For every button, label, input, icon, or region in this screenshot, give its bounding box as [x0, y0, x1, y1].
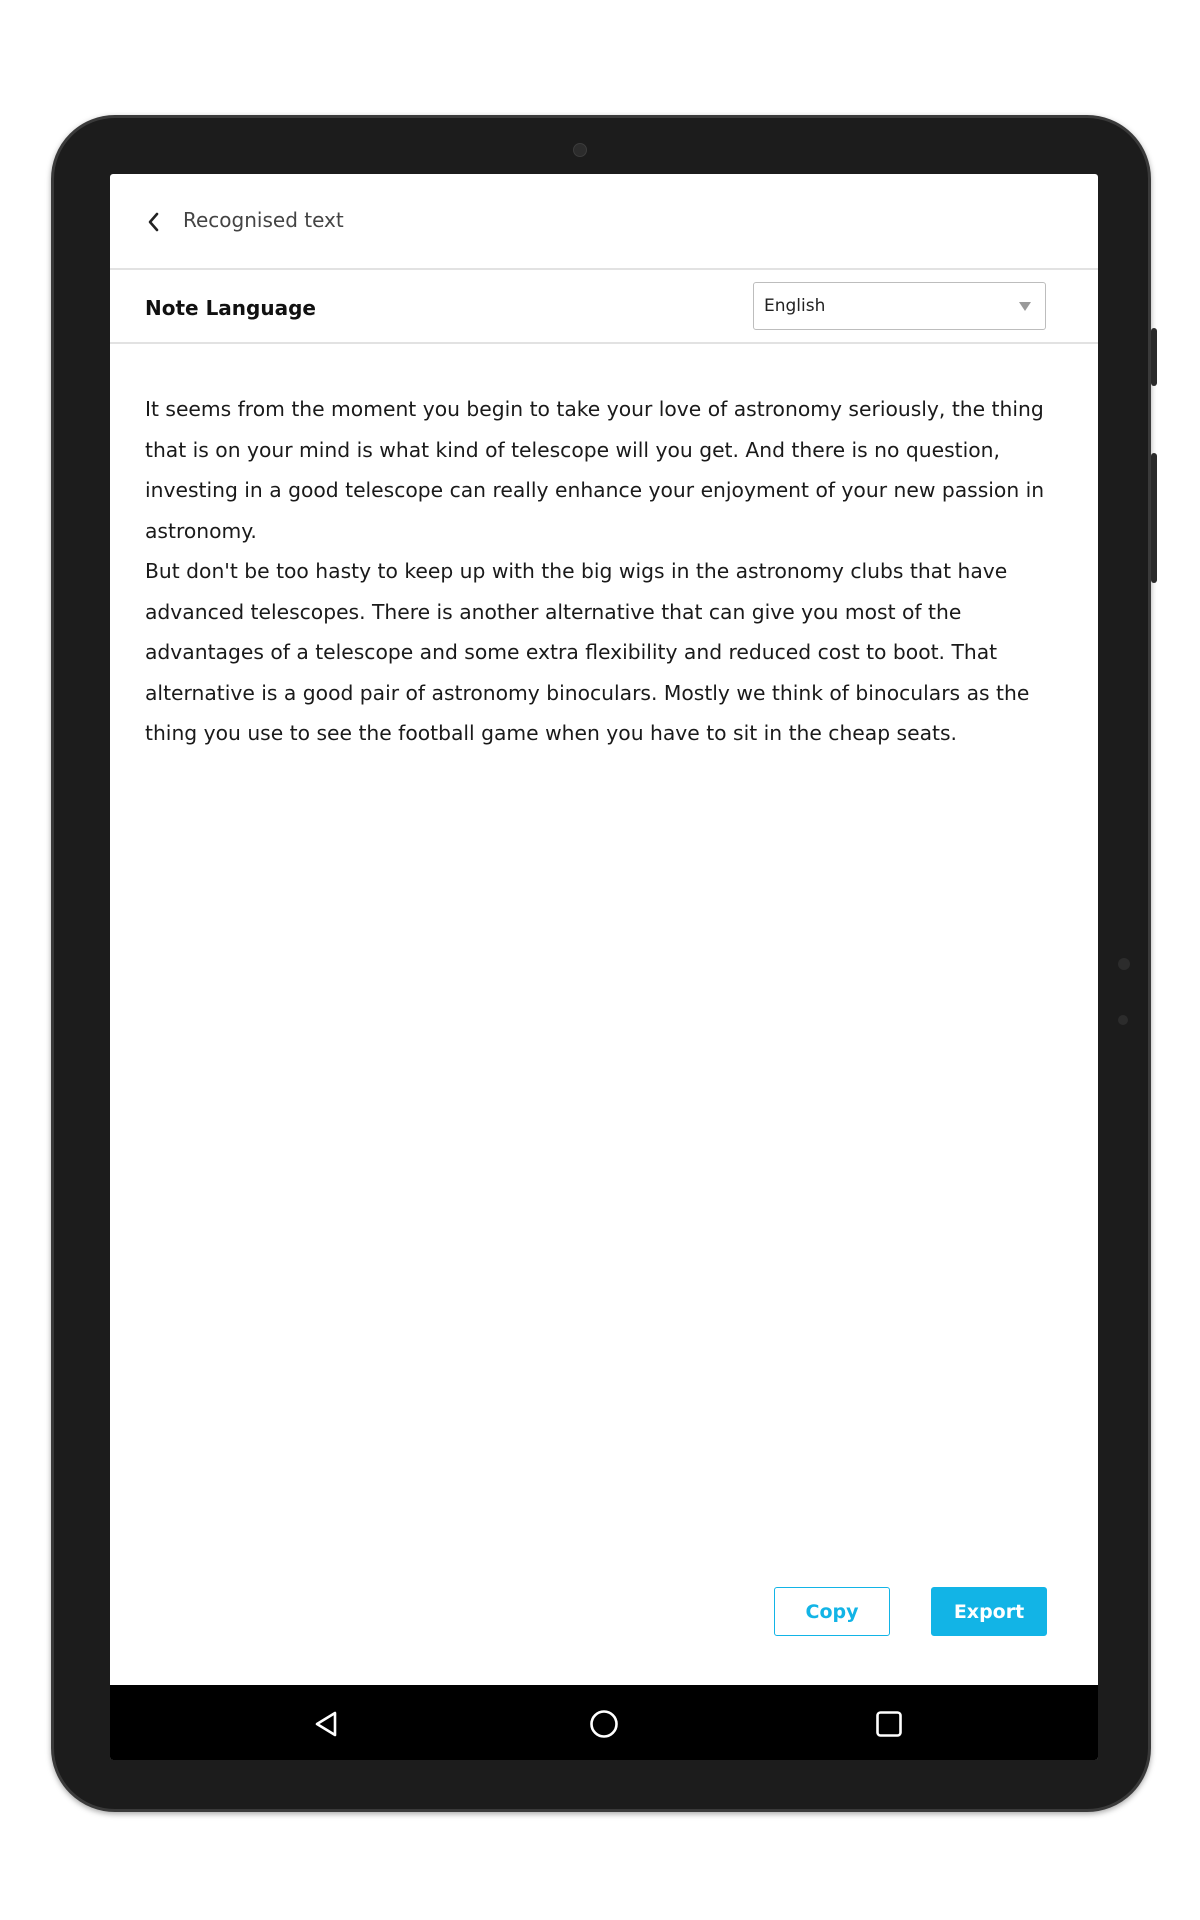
- language-select-value: English: [764, 296, 826, 316]
- caret-down-icon: [1019, 302, 1031, 311]
- triangle-back-icon: [312, 1709, 342, 1739]
- power-button: [1151, 453, 1157, 583]
- volume-button: [1151, 328, 1157, 386]
- language-select[interactable]: [753, 282, 1046, 330]
- screen: [110, 174, 1098, 1760]
- text-paragraph: It seems from the moment you begin to take your love of astronomy seriously, the thing that is on your mind is what kind of telescope will you get. And there is no question, investing in a good telescope can really enhance your enjoyment of your new passion in astronomy.: [145, 397, 1051, 543]
- back-button[interactable]: [138, 206, 170, 238]
- circle-home-icon: [588, 1708, 620, 1740]
- nav-home-button[interactable]: [587, 1707, 621, 1741]
- note-language-row: [110, 270, 1098, 344]
- app-header: [110, 174, 1098, 270]
- side-sensor: [1118, 958, 1130, 970]
- text-paragraph: But don't be too hasty to keep up with the big wigs in the astronomy clubs that have advanced telescopes. There is another alternative that can give you most of the advantages of a telescope and some extra flexibility and reduced cost to boot. That alternative is a good pair of astronomy binoculars. Mostly we think of binoculars as the thing you use to see the football game when you have to sit in the cheap seats.: [145, 559, 1036, 745]
- chevron-left-icon: [146, 211, 162, 233]
- recognised-text[interactable]: [145, 389, 1065, 754]
- side-sensor: [1118, 1015, 1128, 1025]
- export-button[interactable]: Export: [931, 1587, 1047, 1636]
- front-camera: [573, 143, 587, 157]
- copy-button[interactable]: Copy: [774, 1587, 890, 1636]
- note-language-label: Note Language: [145, 296, 316, 320]
- nav-back-button[interactable]: [310, 1707, 344, 1741]
- page-title: Recognised text: [183, 208, 344, 232]
- tablet-frame: [51, 115, 1151, 1812]
- square-recents-icon: [873, 1708, 905, 1740]
- system-nav-bar: [110, 1685, 1098, 1760]
- nav-recents-button[interactable]: [872, 1707, 906, 1741]
